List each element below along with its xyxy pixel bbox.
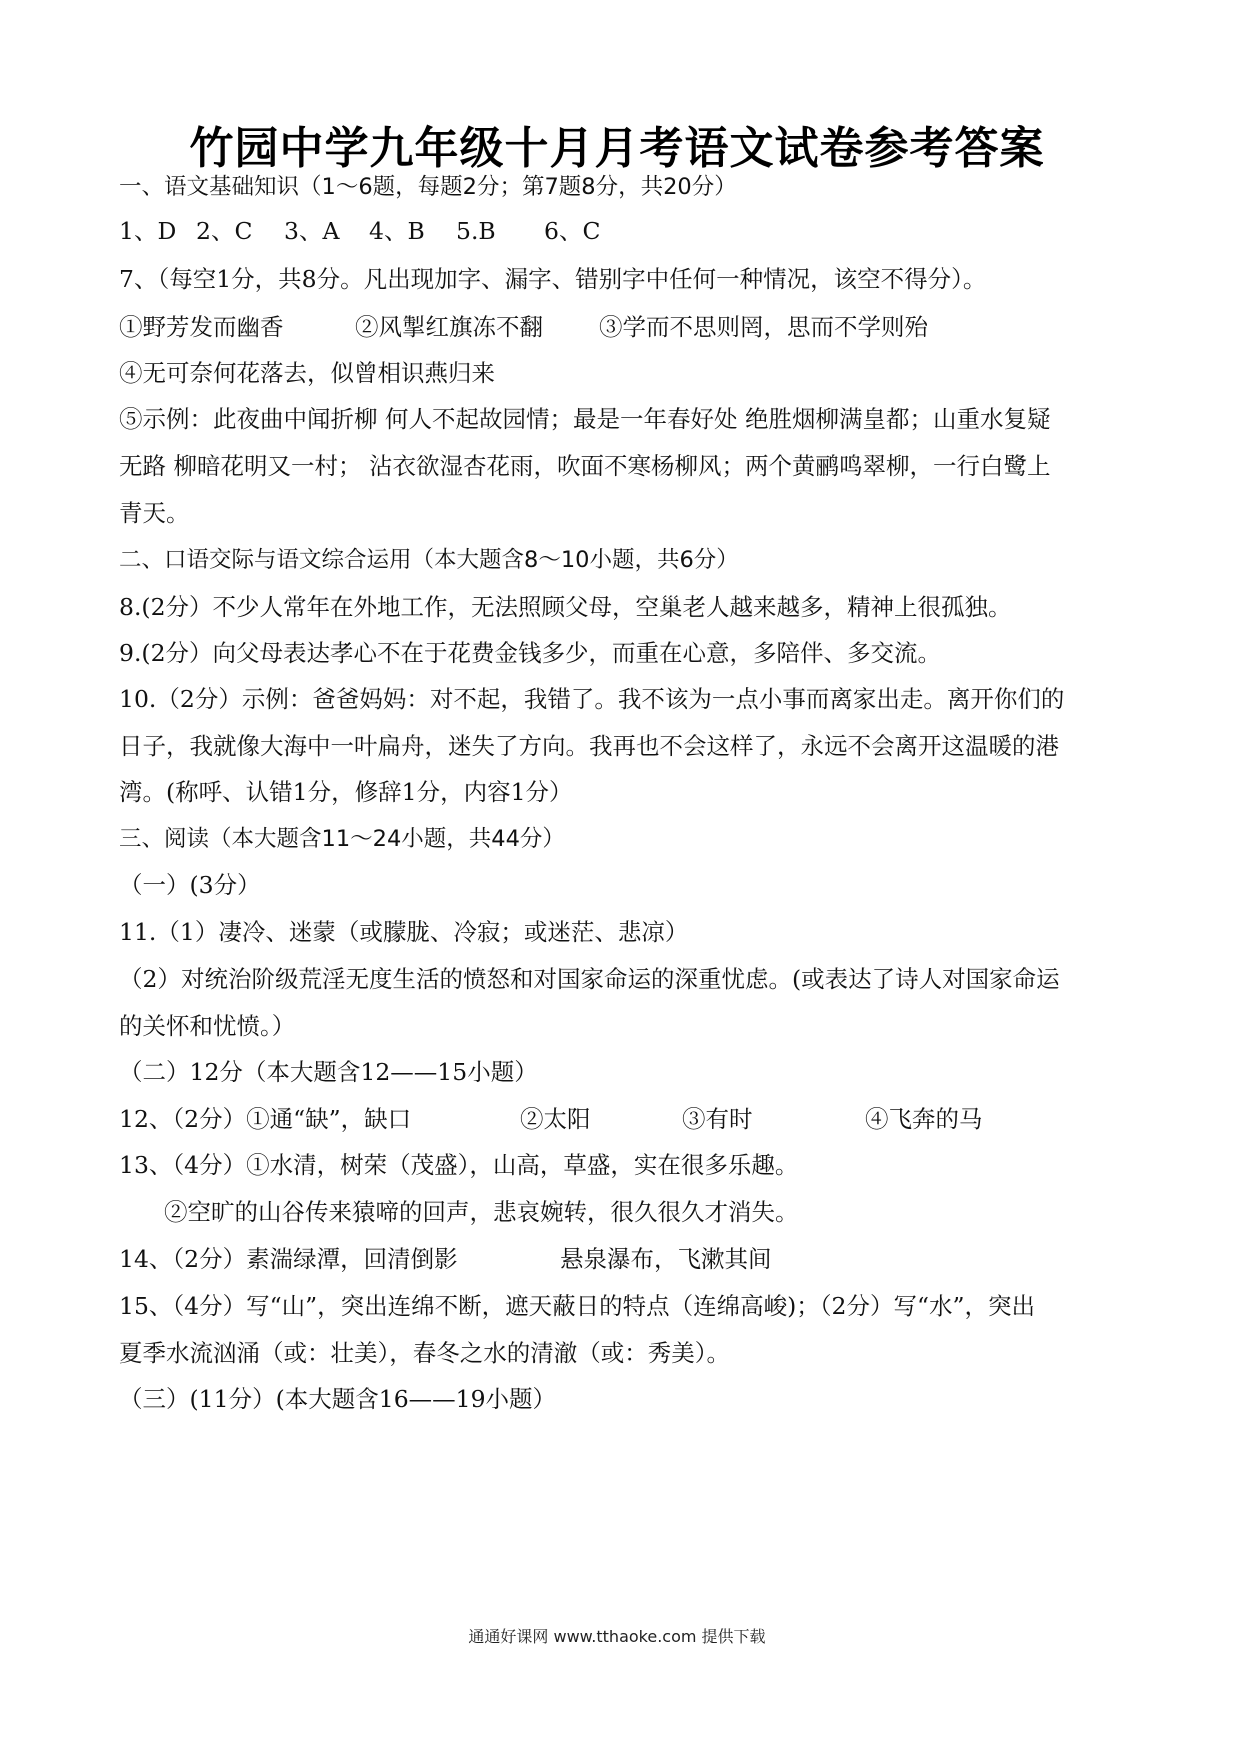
section-heading-1: 一、语文基础知识（1～6题，每题2分；第7题8分，共20分） — [119, 174, 737, 200]
q11-part-1: 11.（1）凄冷、迷蒙（或朦胧、冷寂；或迷茫、悲凉） — [119, 918, 689, 946]
q8-answer: 8.(2分）不少人常年在外地工作，无法照顾父母，空巢老人越来越多，精神上很孤独。 — [119, 593, 1012, 621]
answer-3: 3、A — [284, 217, 340, 245]
q7-intro: 7、（每空1分，共8分。凡出现加字、漏字、错别字中任何一种情况，该空不得分）。 — [119, 265, 987, 293]
part-3-label: （三）(11分）(本大题含16——19小题） — [119, 1385, 557, 1413]
q11-part-2-line-1: （2）对统治阶级荒淫无度生活的愤怒和对国家命运的深重忧虑。(或表达了诗人对国家命运 — [119, 965, 1060, 993]
q7-blank-5-line-2: 无路 柳暗花明又一村； 沾衣欲湿杏花雨，吹面不寒杨柳风；两个黄鹂鸣翠柳，一行白鹭上 — [119, 452, 1051, 480]
q10-line-2: 日子，我就像大海中一叶扁舟，迷失了方向。我再也不会这样了，永远不会离开这温暖的港 — [119, 732, 1059, 760]
q10-line-3: 湾。(称呼、认错1分，修辞1分，内容1分） — [119, 778, 573, 806]
q14-answer-1: 14、（2分）素湍绿潭，回清倒影 — [119, 1245, 458, 1273]
q14-answer-2: 悬泉瀑布，飞漱其间 — [560, 1245, 772, 1273]
q12-answer-2: ②太阳 — [520, 1105, 591, 1133]
q7-blank-5-line-3: 青天。 — [119, 499, 190, 527]
section-heading-3: 三、阅读（本大题含11～24小题，共44分） — [119, 826, 565, 852]
part-1-label: （一）(3分） — [119, 871, 261, 899]
answer-5: 5.B — [456, 217, 496, 245]
q12-answer-1: 12、（2分）①通“缺”，缺口 — [119, 1105, 412, 1133]
q12-answer-4: ④飞奔的马 — [865, 1105, 983, 1133]
mc-answers-row — [119, 216, 679, 246]
q7-blank-1: ①野芳发而幽香 — [119, 313, 284, 341]
q7-blank-5-line-1: ⑤示例：此夜曲中闻折柳 何人不起故园情；最是一年春好处 绝胜烟柳满皇都；山重水复疑 — [119, 405, 1051, 433]
answer-4: 4、B — [369, 217, 425, 245]
q7-blanks-row — [119, 312, 1119, 342]
q7-blank-4: ④无可奈何花落去，似曾相识燕归来 — [119, 359, 495, 387]
q14-row — [119, 1244, 1019, 1274]
footer-source: 通通好课网 www.tthaoke.com 提供下载 — [468, 1627, 766, 1646]
answer-6: 6、C — [544, 217, 601, 245]
q15-line-1: 15、（4分）写“山”，突出连绵不断，遮天蔽日的特点（连绵高峻)；（2分）写“水”，突出 — [119, 1292, 1036, 1320]
q12-row — [119, 1104, 1119, 1134]
section-heading-2: 二、口语交际与语文综合运用（本大题含8～10小题，共6分） — [119, 547, 739, 573]
q13-part-1: 13、（4分）①水清，树荣（茂盛），山高，草盛，实在很多乐趣。 — [119, 1151, 799, 1179]
q12-answer-3: ③有时 — [682, 1105, 753, 1133]
answer-2: 2、C — [196, 217, 253, 245]
q10-line-1: 10.（2分）示例：爸爸妈妈：对不起，我错了。我不该为一点小事而离家出走。离开你们的 — [119, 685, 1065, 713]
q7-blank-3: ③学而不思则罔，思而不学则殆 — [599, 313, 928, 341]
answer-1: 1、D — [119, 217, 177, 245]
part-2-label: （二）12分（本大题含12——15小题） — [119, 1058, 538, 1086]
q13-part-2: ②空旷的山谷传来猿啼的回声，悲哀婉转，很久很久才消失。 — [164, 1198, 799, 1226]
q9-answer: 9.(2分）向父母表达孝心不在于花费金钱多少，而重在心意，多陪伴、多交流。 — [119, 639, 942, 667]
page-title: 竹园中学九年级十月月考语文试卷参考答案 — [189, 123, 1045, 174]
q11-part-2-line-2: 的关怀和忧愤。） — [119, 1012, 296, 1040]
q15-line-2: 夏季水流汹涌（或：壮美），春冬之水的清澈（或：秀美）。 — [119, 1339, 730, 1367]
q7-blank-2: ②风掣红旗冻不翻 — [355, 313, 543, 341]
